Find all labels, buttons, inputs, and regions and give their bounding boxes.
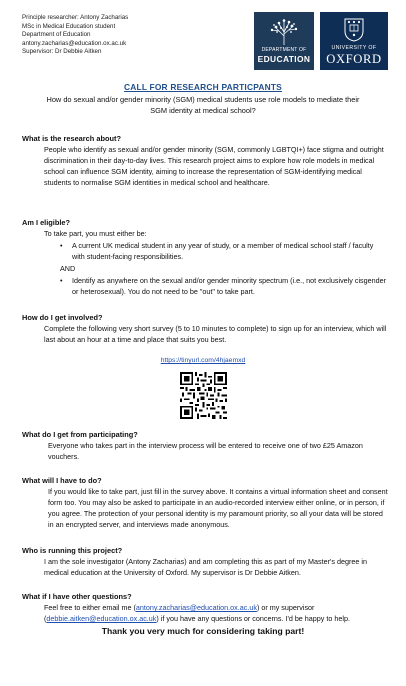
questions-mid: ) or my supervisor ( xyxy=(44,603,315,623)
researcher-email-link[interactable]: antony.zacharias@education.ox.ac.uk xyxy=(135,603,257,612)
survey-link[interactable]: https://tinyurl.com/4hjaemxd xyxy=(160,357,246,364)
eligible-and: AND xyxy=(60,264,76,273)
oxford-crest-icon xyxy=(344,18,364,42)
research-question: How do sexual and/or gender minority (SGM) medical students use role models to mediate their SGM identity at medical school? xyxy=(46,95,360,115)
logo-edu-dept-text: DEPARTMENT OF xyxy=(261,47,307,53)
programme-line: MSc in Medical Education student xyxy=(22,22,116,30)
supervisor-email-link[interactable]: debbie.aitken@education.ox.ac.uk xyxy=(46,613,157,623)
eligible-bullet-2: • Identify as anywhere on the sexual and/or gender minority spectrum (i.e., not exclusively cisgender or heterosexual). You do not need to be "out" to take part. xyxy=(58,276,388,298)
eligible-intro: To take part, you must either be: xyxy=(44,229,147,238)
department-of-education-logo xyxy=(254,12,314,70)
questions-pre: Feel free to either email me ( xyxy=(44,603,136,612)
about-text: People who identify as sexual and/or gender minority (SGM, commonly LGBTQI+) face stigma and outright discrimination in their day-to-day lives. This research project aims to explore how role models in medical school can influence SGM identity, aiming to increase the representation of SGM-identifying medical students to normalise SGM identities in medical school and healthcare. xyxy=(44,145,384,187)
tree-icon xyxy=(267,18,301,46)
eligible-list-2 xyxy=(58,276,388,298)
running-heading: Who is running this project? xyxy=(22,546,123,555)
poster-title: CALL FOR RESEARCH PARTICPANTS xyxy=(124,82,282,92)
questions-post: ) if you have any questions or concerns. I'd be happy to help. xyxy=(156,613,350,623)
supervisor-line: Supervisor: Dr Debbie Aitken xyxy=(22,48,102,56)
get-text: Everyone who takes part in the interview process will be entered to receive one of two £25 Amazon vouchers. xyxy=(48,441,363,461)
eligible-list xyxy=(58,241,388,263)
logos xyxy=(254,12,388,70)
department-line: Department of Education xyxy=(22,31,91,39)
do-text: If you would like to take part, just fill in the survey above. It contains a virtual information sheet and consent form too. You may also be asked to participate in an audio-recorded interview either online, or in person, if you agree. The protection of your personal identity is my paramount priority, so all your data will be stored in an encrypted server, and interviews made anonymous. xyxy=(48,487,388,529)
questions-text xyxy=(44,603,392,625)
involved-heading: How do I get involved? xyxy=(22,313,103,322)
researcher-line: Principle researcher: Antony Zacharias xyxy=(22,14,129,21)
eligible-bullet-1: • A current UK medical student in any year of study, or a member of medical school staff / faculty with student-facing responsibilities. xyxy=(58,241,388,263)
logo-edu-name-text: EDUCATION xyxy=(257,54,311,64)
logo-ox-name-text: OXFORD xyxy=(326,52,382,66)
involved-text: Complete the following very short survey (5 to 10 minutes to complete) to sign up for an interview, which will last about an hour at a time and place that suits you best. xyxy=(44,324,387,344)
university-of-oxford-logo xyxy=(320,12,388,70)
about-heading: What is the research about? xyxy=(22,134,121,143)
qr-code-icon[interactable] xyxy=(180,372,227,419)
researcher-email[interactable]: antony.zacharias@education.ox.ac.uk xyxy=(22,39,127,47)
logo-ox-univ-text: UNIVERSITY OF xyxy=(331,45,377,51)
do-heading: What will I have to do? xyxy=(22,476,102,485)
eligible-heading: Am I eligible? xyxy=(22,218,71,227)
thank-you-message: Thank you very much for considering taking part! xyxy=(101,626,305,636)
researcher-info xyxy=(22,14,128,57)
get-heading: What do I get from participating? xyxy=(22,430,138,439)
running-text: I am the sole investigator (Antony Zacharias) and am completing this as part of my Master's degree in medical education at the University of Oxford. My supervisor is Dr Debbie Aitken. xyxy=(44,557,367,577)
questions-heading: What if I have other questions? xyxy=(22,592,132,601)
